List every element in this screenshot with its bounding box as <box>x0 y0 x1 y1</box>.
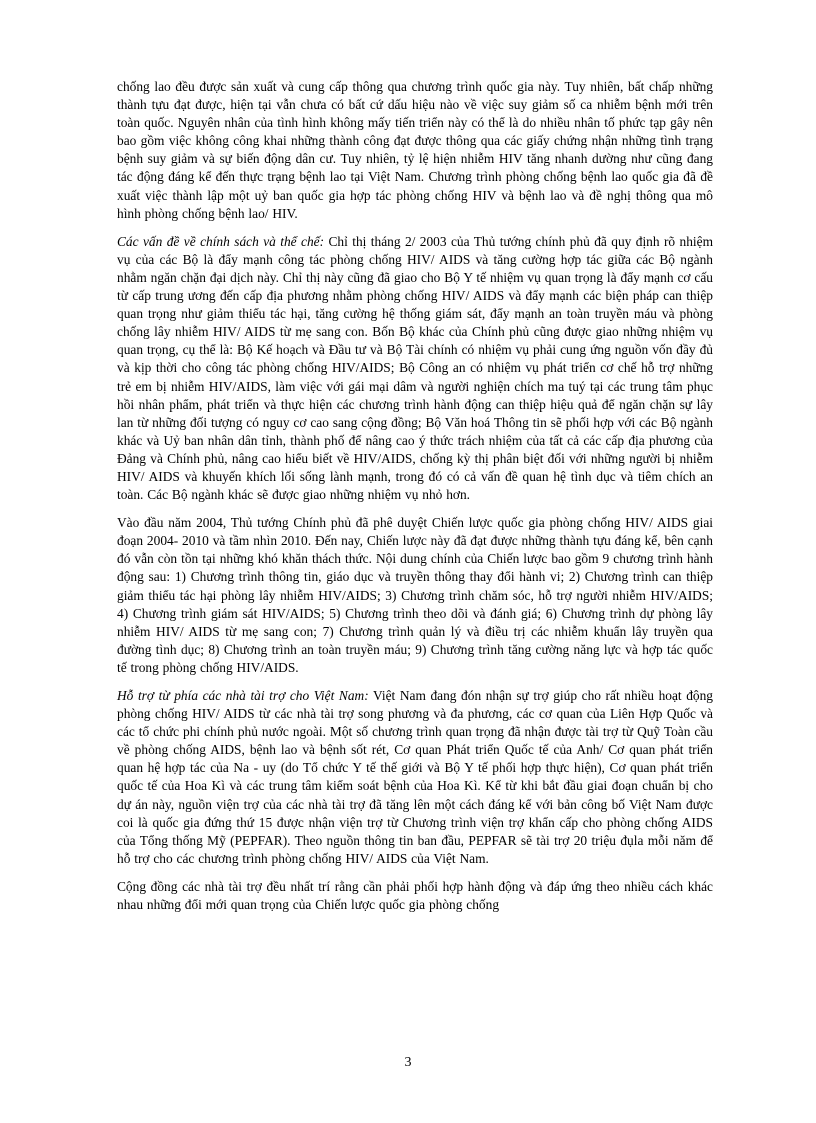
paragraph-lead: Các vấn đề về chính sách và thể chế: <box>117 233 325 249</box>
page-number: 3 <box>404 1055 412 1070</box>
paragraph-tuberculosis-continuation <box>117 78 713 223</box>
paragraph-body: Cộng đồng các nhà tài trợ đều nhất trí rằng cần phải phối hợp hành động và đáp ứng theo nhiều cách khác nhau những đổi mới quan trọng của Chiến lược quốc gia phòng chống <box>117 878 713 913</box>
paragraph-body: Vào đầu năm 2004, Thủ tướng Chính phủ đã phê duyệt Chiến lược quốc gia phòng chống HIV/ AIDS giai đoạn 2004- 2010 và tầm nhìn 2010. Đến nay, Chiến lược này đã đạt được những thành tựu đáng kể, bên cạnh đó vẫn còn tồn tại những khó khăn thách thức. Nội dung chính của Chiến lược bao gồm 9 chương trình hành động sau: 1) Chương trình thông tin, giáo dục và truyền thông thay đổi hành vi; 2) Chương trình can thiệp giảm thiểu tác hại phòng lây nhiễm HIV/AIDS; 3) Chương trình chăm sóc, hỗ trợ người nhiễm HIV/AIDS; 4) Chương trình giám sát HIV/AIDS; 5) Chương trình theo dõi và đánh giá; 6) Chương trình dự phòng lây nhiễm HIV/ AIDS từ mẹ sang con; 7) Chương trình quản lý và điều trị các nhiễm khuẩn lây truyền qua đường tình dục; 8) Chương trình an toàn truyền máu; 9) Chương trình tăng cường năng lực và hợp tác quốc tế trong phòng chống HIV/AIDS. <box>117 515 713 675</box>
paragraph-donor-support <box>117 687 713 868</box>
document-page <box>117 78 713 1088</box>
paragraph-body: chống lao đều được sản xuất và cung cấp thông qua chương trình quốc gia này. Tuy nhiên, bất chấp những thành tựu đạt được, hiện tại vẫn chưa có bất cứ dấu hiệu nào về việc suy giảm số ca nhiễm bệnh mới trên toàn quốc. Nguyên nhân của tình hình không mấy tiến triển này có thể là do nhiều nhân tố phức tạp gây nên bao gồm việc không công khai những thành công đạt được thông qua các giấy chứng nhận những tình trạng bệnh suy giảm và sự biến động dân cư. Tuy nhiên, tỷ lệ hiện nhiễm HIV tăng nhanh dường như cũng đang tác động đáng kể đến thực trạng bệnh lao tại Việt Nam. Chương trình phòng chống bệnh lao quốc gia đã đề xuất việc thành lập một uỷ ban quốc gia hợp tác phòng chống HIV và bệnh lao và đề nghị thông qua mô hình phòng chống bệnh lao/ HIV. <box>117 79 713 221</box>
paragraph-body: Việt Nam đang đón nhận sự trợ giúp cho rất nhiều hoạt động phòng chống HIV/ AIDS từ các nhà tài trợ song phương và đa phương, các cơ quan của Liên Hợp Quốc và các tổ chức phi chính phủ nước ngoài. Một số chương trình quan trọng đã nhận được tài trợ từ Quỹ Toàn cầu về phòng chống AIDS, bệnh lao và bệnh sốt rét, Cơ quan Phát triển Quốc tế của Anh/ Cơ quan phát triển quan hệ hợp tác của Na - uy (do Tổ chức Y tế thế giới và Bộ Y tế phối hợp thực hiện), Cơ quan phát triển quốc tế của Hoa Kì và các trung tâm kiểm soát bệnh của Hoa Kì. Kể từ khi bắt đầu giai đoạn chuẩn bị cho dự án này, nguồn viện trợ của các nhà tài trợ đã tăng lên một cách đáng kể với bản công bố Việt Nam được coi là quốc gia đứng thứ 15 được nhận viện trợ từ Chương trình viện trợ khẩn cấp cho phòng chống AIDS của Tổng thống Mỹ (PEPFAR). Theo nguồn thông tin ban đầu, PEPFAR sẽ tài trợ 20 triệu đụla mỗi năm để hỗ trợ cho các chương trình phòng chống HIV/ AIDS của Việt Nam. <box>117 688 713 866</box>
paragraph-policy-institutions <box>117 233 713 504</box>
paragraph-body: Chỉ thị tháng 2/ 2003 của Thủ tướng chính phủ đã quy định rõ nhiệm vụ của các Bộ là đẩy mạnh công tác phòng chống HIV/ AIDS và tăng cường hợp tác giữa các Bộ ngành nhằm ngăn chặn đại dịch này. Chỉ thị này cũng đã giao cho Bộ Y tế nhiệm vụ quan trọng là đẩy mạnh cơ cấu từ cấp trung ương đến cấp địa phương nhằm phòng chống HIV/ AIDS và đẩy mạnh các biện pháp can thiệp quan trọng như giảm thiểu tác hại, tăng cường hệ thống giám sát, đẩy mạnh an toàn truyền máu và phòng chống lây nhiễm HIV/ AIDS từ mẹ sang con. Bốn Bộ khác của Chính phủ cũng được giao những nhiệm vụ quan trọng, cụ thể là: Bộ Kế hoạch và Đầu tư và Bộ Tài chính có nhiệm vụ phải cung ứng nguồn vốn đầy đủ và kịp thời cho công tác phòng chống HIV/AIDS; Bộ Công an có nhiệm vụ phát triển cơ chế hỗ trợ những trẻ em bị nhiễm HIV/AIDS, làm việc với gái mại dâm và người nghiện chích ma tuý tại các trung tâm phục hồi nhân phẩm, phát triển và thực hiện các chương trình hành động can thiệp hiệu quả để ngăn chặn sự lây lan từ những đối tượng có nguy cơ cao sang cộng đồng; Bộ Văn hoá Thông tin sẽ phối hợp với các Bộ ngành khác và Uỷ ban nhân dân tỉnh, thành phố để nâng cao ý thức trách nhiệm của tất cả các cấp địa phương của Đảng và Chính phủ, nâng cao hiểu biết về HIV/AIDS, chống kỳ thị phân biệt đối với những người bị nhiễm HIV/ AIDS và khuyến khích lối sống lành mạnh, trong đó có cả vấn đề quan hệ tình dục và tiêm chích an toàn. Các Bộ ngành khác sẽ được giao những nhiệm vụ nhỏ hơn. <box>117 233 714 503</box>
paragraph-donor-community <box>117 878 713 914</box>
paragraph-national-strategy <box>117 514 713 677</box>
paragraph-lead: Hỗ trợ từ phía các nhà tài trợ cho Việt Nam: <box>117 688 369 703</box>
